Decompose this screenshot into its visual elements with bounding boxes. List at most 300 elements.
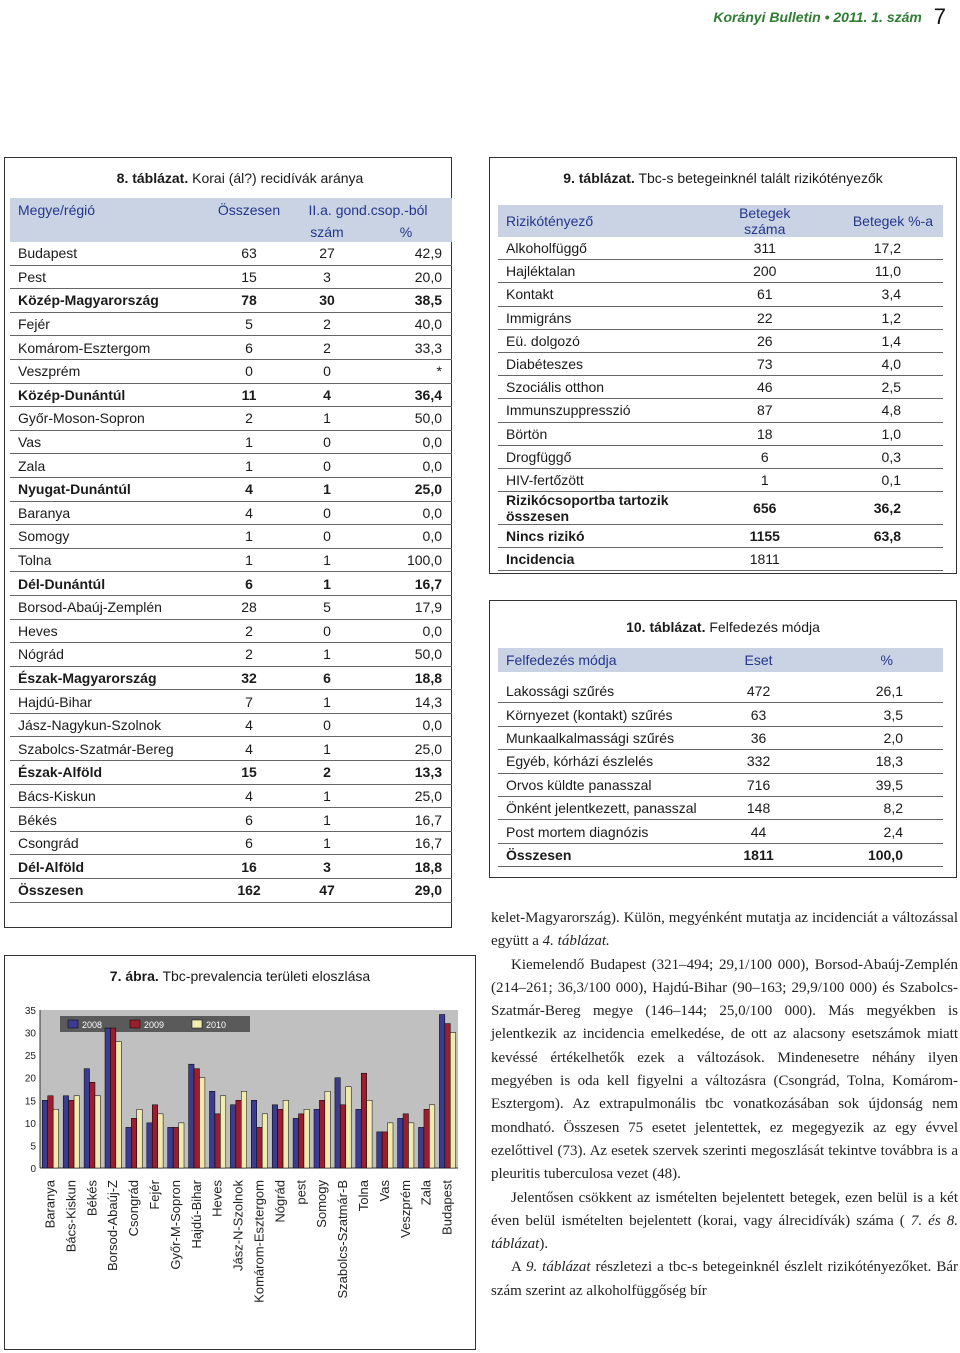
table-row <box>498 399 943 422</box>
figure7-caption-number: 7. ábra. <box>109 968 159 984</box>
x-tick-label: Komárom-Esztergom <box>251 1180 267 1303</box>
table-row <box>10 548 452 572</box>
bar <box>199 1078 204 1168</box>
journal-name: Korányi Bulletin <box>713 9 821 25</box>
table-row <box>10 430 452 454</box>
table-row <box>10 477 452 501</box>
pct-cell: 20,0 <box>370 265 452 289</box>
pct-cell: 18,3 <box>802 750 943 773</box>
table-row <box>498 376 943 399</box>
bar <box>215 1114 220 1168</box>
table10-caption <box>489 619 957 635</box>
factor-name: Diabéteszes <box>498 352 722 375</box>
count-cell: 61 <box>722 283 808 306</box>
pct-cell: 25,0 <box>370 737 452 761</box>
pct-cell: 2,4 <box>802 820 943 843</box>
bar <box>63 1096 68 1168</box>
bar <box>126 1127 131 1168</box>
legend-label: 2010 <box>206 1020 227 1030</box>
pct-cell: 16,7 <box>370 831 452 855</box>
table9-caption <box>489 170 957 186</box>
total-cell: 0 <box>214 359 284 383</box>
t9-h-count: Betegek száma <box>722 205 808 237</box>
region-name: Veszprém <box>10 359 214 383</box>
num-cell: 6 <box>284 666 370 690</box>
num-cell: 30 <box>284 289 370 313</box>
count-cell: 63 <box>715 703 802 726</box>
table-row <box>10 666 452 690</box>
pct-cell: 0,0 <box>370 619 452 643</box>
count-cell: 472 <box>715 680 802 703</box>
factor-name: HIV-fertőzött <box>498 468 722 491</box>
region-name: Bács-Kiskun <box>10 784 214 808</box>
table-row <box>498 820 943 843</box>
table-row <box>10 831 452 855</box>
pct-cell: 1,4 <box>808 329 943 352</box>
table-row <box>10 501 452 525</box>
num-cell: 0 <box>284 713 370 737</box>
table-row <box>10 525 452 549</box>
bar <box>84 1069 89 1168</box>
table8-caption-number: 8. táblázat. <box>116 170 189 186</box>
x-tick-label: Hajdú-Bihar <box>188 1180 204 1249</box>
bar <box>137 1109 142 1168</box>
table-row <box>498 237 943 260</box>
bar <box>131 1118 136 1168</box>
pct-cell: 2,5 <box>808 376 943 399</box>
region-name: Tolna <box>10 548 214 572</box>
pct-cell: 1,2 <box>808 306 943 329</box>
bar <box>116 1042 121 1168</box>
pct-cell: 16,7 <box>370 808 452 832</box>
pct-cell: 38,5 <box>370 289 452 313</box>
region-name: Győr-Moson-Sopron <box>10 407 214 431</box>
table-row <box>498 726 943 749</box>
pct-cell: 0,3 <box>808 445 943 468</box>
x-tick-label: Somogy <box>314 1180 330 1228</box>
header-dot: • <box>824 9 830 25</box>
count-cell: 26 <box>722 329 808 352</box>
method-name: Munkaalkalmassági szűrés <box>498 726 715 749</box>
pct-cell: 17,9 <box>370 595 452 619</box>
factor-name: Hajléktalan <box>498 260 722 283</box>
num-cell: 0 <box>284 454 370 478</box>
factor-name: Incidencia <box>498 548 722 571</box>
t8-h-pct: % <box>370 222 452 242</box>
factor-name: Szociális otthon <box>498 376 722 399</box>
y-tick-label: 15 <box>24 1096 36 1108</box>
t8-h-region: Megye/régió <box>10 198 214 222</box>
pct-cell: 4,8 <box>808 399 943 422</box>
total-cell: 4 <box>214 477 284 501</box>
region-name: Csongrád <box>10 831 214 855</box>
num-cell: 4 <box>284 383 370 407</box>
total-cell: 15 <box>214 761 284 785</box>
pct-cell: 8,2 <box>802 796 943 819</box>
region-name: Budapest <box>10 242 214 265</box>
region-name: Dél-Dunántúl <box>10 572 214 596</box>
bar <box>304 1109 309 1168</box>
total-cell: 4 <box>214 501 284 525</box>
factor-name: Nincs rizikó <box>498 525 722 548</box>
count-cell: 87 <box>722 399 808 422</box>
count-cell: 44 <box>715 820 802 843</box>
x-tick-label: Jász-N-Szolnok <box>230 1180 246 1272</box>
count-cell: 46 <box>722 376 808 399</box>
x-tick-label: Heves <box>209 1180 225 1217</box>
x-tick-label: Budapest <box>439 1180 455 1235</box>
pct-cell: 3,5 <box>802 703 943 726</box>
table-row <box>498 773 943 796</box>
bar <box>42 1100 47 1168</box>
pct-cell: 0,0 <box>370 454 452 478</box>
bar <box>272 1105 277 1168</box>
region-name: Nyugat-Dunántúl <box>10 477 214 501</box>
region-name: Komárom-Esztergom <box>10 336 214 360</box>
bar <box>325 1091 330 1168</box>
x-tick-label: Baranya <box>42 1180 58 1229</box>
total-cell: 11 <box>214 383 284 407</box>
table8 <box>10 198 452 903</box>
x-tick-label: Nógrád <box>272 1180 288 1223</box>
pct-cell: 1,0 <box>808 422 943 445</box>
bar <box>230 1105 235 1168</box>
bar <box>335 1078 340 1168</box>
total-cell: 78 <box>214 289 284 313</box>
region-name: Észak-Alföld <box>10 761 214 785</box>
pct-cell: 18,8 <box>370 855 452 879</box>
count-cell: 18 <box>722 422 808 445</box>
region-name: Szabolcs-Szatmár-Bereg <box>10 737 214 761</box>
count-cell: 200 <box>722 260 808 283</box>
table-row <box>10 761 452 785</box>
bar <box>382 1132 387 1168</box>
total-cell: 2 <box>214 407 284 431</box>
pct-cell: 100,0 <box>370 548 452 572</box>
table-row <box>498 422 943 445</box>
total-cell: 6 <box>214 336 284 360</box>
count-cell: 332 <box>715 750 802 773</box>
legend-swatch <box>130 1020 140 1028</box>
table-row <box>498 352 943 375</box>
pct-cell: 40,0 <box>370 312 452 336</box>
issue: 2011. 1. szám <box>833 9 922 25</box>
total-cell: 15 <box>214 265 284 289</box>
count-cell: 36 <box>715 726 802 749</box>
num-cell: 0 <box>284 359 370 383</box>
table-row <box>498 525 943 548</box>
count-cell: 311 <box>722 237 808 260</box>
table-row <box>498 680 943 703</box>
region-name: Dél-Alföld <box>10 855 214 879</box>
bar <box>168 1127 173 1168</box>
bar <box>158 1114 163 1168</box>
pct-cell: 11,0 <box>808 260 943 283</box>
table-row <box>498 260 943 283</box>
bar <box>445 1024 450 1168</box>
count-cell: 22 <box>722 306 808 329</box>
count-cell: 1811 <box>722 548 808 571</box>
method-name: Post mortem diagnózis <box>498 820 715 843</box>
table-row <box>10 808 452 832</box>
bar <box>439 1015 444 1168</box>
table-row <box>10 784 452 808</box>
pct-cell: 36,2 <box>808 492 943 525</box>
total-cell: 1 <box>214 548 284 572</box>
table-row <box>498 843 943 866</box>
region-name: Zala <box>10 454 214 478</box>
count-cell: 716 <box>715 773 802 796</box>
table-row <box>498 468 943 491</box>
table-row <box>498 306 943 329</box>
t8-h-total: Összesen <box>214 198 284 222</box>
table-row <box>10 713 452 737</box>
factor-name: Immigráns <box>498 306 722 329</box>
region-name: Jász-Nagykun-Szolnok <box>10 713 214 737</box>
num-cell: 1 <box>284 477 370 501</box>
region-name: Közép-Magyarország <box>10 289 214 313</box>
x-tick-label: Bács-Kiskun <box>63 1180 79 1253</box>
total-cell: 6 <box>214 572 284 596</box>
bar <box>74 1096 79 1168</box>
table-row <box>10 855 452 879</box>
count-cell: 1811 <box>715 843 802 866</box>
bar <box>236 1100 241 1168</box>
table-row <box>10 289 452 313</box>
pct-cell: 0,1 <box>808 468 943 491</box>
x-tick-label: Vas <box>376 1180 392 1202</box>
num-cell: 5 <box>284 595 370 619</box>
bar <box>367 1100 372 1168</box>
count-cell: 73 <box>722 352 808 375</box>
total-cell: 16 <box>214 855 284 879</box>
figure7-caption <box>4 968 476 984</box>
num-cell: 0 <box>284 430 370 454</box>
bar <box>152 1105 157 1168</box>
running-header <box>713 4 946 30</box>
total-cell: 7 <box>214 690 284 714</box>
bar <box>257 1127 262 1168</box>
bar <box>110 1028 115 1168</box>
bar <box>105 1028 110 1168</box>
table-row <box>10 643 452 667</box>
pct-cell: 26,1 <box>802 680 943 703</box>
pct-cell: 2,0 <box>802 726 943 749</box>
factor-name: Drogfüggő <box>498 445 722 468</box>
legend-label: 2008 <box>82 1020 103 1030</box>
total-cell: 6 <box>214 831 284 855</box>
count-cell: 6 <box>722 445 808 468</box>
pct-cell: 29,0 <box>370 879 452 903</box>
region-name: Pest <box>10 265 214 289</box>
num-cell: 3 <box>284 265 370 289</box>
table9-caption-text: Tbc-s betegeinknél talált rizikótényezők <box>638 170 883 186</box>
pct-cell: 100,0 <box>802 843 943 866</box>
x-tick-label: Békés <box>84 1180 100 1217</box>
t8-h-num: szám <box>284 222 370 242</box>
table-row <box>10 359 452 383</box>
bar <box>241 1091 246 1168</box>
table-row <box>498 750 943 773</box>
bar <box>388 1123 393 1168</box>
total-cell: 1 <box>214 525 284 549</box>
x-tick-label: Tolna <box>355 1180 371 1212</box>
pct-cell: 16,7 <box>370 572 452 596</box>
y-tick-label: 10 <box>24 1118 36 1130</box>
pct-cell: 17,2 <box>808 237 943 260</box>
num-cell: 1 <box>284 831 370 855</box>
table-row <box>10 312 452 336</box>
num-cell: 2 <box>284 336 370 360</box>
pct-cell: 33,3 <box>370 336 452 360</box>
y-tick-label: 35 <box>24 1006 36 1017</box>
method-name: Önként jelentkezett, panasszal <box>498 796 715 819</box>
region-name: Somogy <box>10 525 214 549</box>
bar <box>95 1096 100 1168</box>
pct-cell <box>808 548 943 571</box>
bar <box>189 1064 194 1168</box>
total-cell: 28 <box>214 595 284 619</box>
total-cell: 1 <box>214 430 284 454</box>
bar <box>209 1091 214 1168</box>
num-cell: 1 <box>284 407 370 431</box>
table-row <box>10 572 452 596</box>
total-cell: 2 <box>214 643 284 667</box>
total-cell: 6 <box>214 808 284 832</box>
total-cell: 4 <box>214 737 284 761</box>
x-tick-label: Szabolcs-Szatmár-B <box>335 1180 351 1299</box>
table10 <box>498 648 943 867</box>
table-row <box>498 703 943 726</box>
y-tick-label: 0 <box>30 1164 36 1175</box>
article-body <box>491 907 958 1303</box>
pct-cell: 13,3 <box>370 761 452 785</box>
bar <box>361 1073 366 1168</box>
table-row <box>10 454 452 478</box>
pct-cell: 36,4 <box>370 383 452 407</box>
table9 <box>498 205 943 571</box>
bar <box>48 1096 53 1168</box>
total-cell: 162 <box>214 879 284 903</box>
num-cell: 1 <box>284 690 370 714</box>
num-cell: 2 <box>284 761 370 785</box>
pct-cell: 50,0 <box>370 643 452 667</box>
bar <box>314 1109 319 1168</box>
bar <box>283 1100 288 1168</box>
table8-caption-text: Korai (ál?) recidívák aránya <box>192 170 364 186</box>
bar <box>340 1105 345 1168</box>
t9-h-pct: Betegek %-a <box>808 205 943 237</box>
method-name: Egyéb, kórházi észlelés <box>498 750 715 773</box>
table-row <box>10 619 452 643</box>
pct-cell: 3,4 <box>808 283 943 306</box>
total-cell: 5 <box>214 312 284 336</box>
pct-cell: 4,0 <box>808 352 943 375</box>
legend-swatch <box>68 1020 78 1028</box>
num-cell: 1 <box>284 737 370 761</box>
num-cell: 1 <box>284 643 370 667</box>
total-cell: 63 <box>214 242 284 265</box>
region-name: Közép-Dunántúl <box>10 383 214 407</box>
pct-cell: 14,3 <box>370 690 452 714</box>
count-cell: 1 <box>722 468 808 491</box>
method-name: Összesen <box>498 843 715 866</box>
x-tick-label: Fejér <box>146 1180 162 1210</box>
factor-name: Börtön <box>498 422 722 445</box>
region-name: Hajdú-Bihar <box>10 690 214 714</box>
x-tick-label: Csongrád <box>126 1180 142 1237</box>
bar <box>179 1123 184 1168</box>
paragraph-4: A 9. táblázat részletezi a tbc-s betegeinknél észlelt rizikótényezőket. Bár szám szerint az alkoholfüggőség bír <box>491 1259 958 1299</box>
legend-swatch <box>192 1020 202 1028</box>
x-tick-label: Győr-M-Sopron <box>167 1180 183 1270</box>
table9-caption-number: 9. táblázat. <box>563 170 635 186</box>
bar <box>293 1118 298 1168</box>
pct-cell: * <box>370 359 452 383</box>
bar <box>251 1100 256 1168</box>
pct-cell: 39,5 <box>802 773 943 796</box>
num-cell: 1 <box>284 548 370 572</box>
table-row <box>10 336 452 360</box>
num-cell: 0 <box>284 619 370 643</box>
region-name: Baranya <box>10 501 214 525</box>
bar <box>429 1105 434 1168</box>
factor-name: Rizikócsoportba tartozik összesen <box>498 492 722 525</box>
pct-cell: 63,8 <box>808 525 943 548</box>
bar <box>356 1109 361 1168</box>
bar <box>147 1123 152 1168</box>
factor-name: Immunszuppresszió <box>498 399 722 422</box>
bar <box>194 1069 199 1168</box>
pct-cell: 25,0 <box>370 784 452 808</box>
t9-h-factor: Rizikótényező <box>498 205 722 237</box>
table-row <box>498 796 943 819</box>
bar <box>220 1096 225 1168</box>
pct-cell: 0,0 <box>370 713 452 737</box>
x-tick-label: Veszprém <box>397 1180 413 1238</box>
total-cell: 2 <box>214 619 284 643</box>
bar <box>408 1123 413 1168</box>
pct-cell: 0,0 <box>370 525 452 549</box>
bar <box>403 1114 408 1168</box>
num-cell: 1 <box>284 572 370 596</box>
legend-label: 2009 <box>144 1020 165 1030</box>
method-name: Lakossági szűrés <box>498 680 715 703</box>
num-cell: 1 <box>284 808 370 832</box>
table-row <box>498 548 943 571</box>
bar <box>450 1033 455 1168</box>
t8-h-group: II.a. gond.csop.-ból <box>284 198 452 222</box>
page-number: 7 <box>933 4 946 29</box>
t10-h-method: Felfedezés módja <box>498 648 715 672</box>
paragraph-3: Jelentősen csökkent az ismételten bejelentett betegek, ezen belül is a két éven belül ismételten bejelentett (korai, vagy álrecidívák) száma ( 7. és 8. táblázat). <box>491 1189 958 1253</box>
region-name: Fejér <box>10 312 214 336</box>
table-row <box>10 242 452 265</box>
t10-h-pct: % <box>802 648 943 672</box>
region-name: Borsod-Abaúj-Zemplén <box>10 595 214 619</box>
table-row <box>10 737 452 761</box>
pct-cell: 25,0 <box>370 477 452 501</box>
pct-cell: 42,9 <box>370 242 452 265</box>
table-row <box>10 595 452 619</box>
count-cell: 148 <box>715 796 802 819</box>
table-row <box>498 329 943 352</box>
table10-caption-number: 10. táblázat. <box>626 619 706 635</box>
num-cell: 2 <box>284 312 370 336</box>
plot-area <box>40 1010 458 1168</box>
bar <box>69 1100 74 1168</box>
num-cell: 3 <box>284 855 370 879</box>
